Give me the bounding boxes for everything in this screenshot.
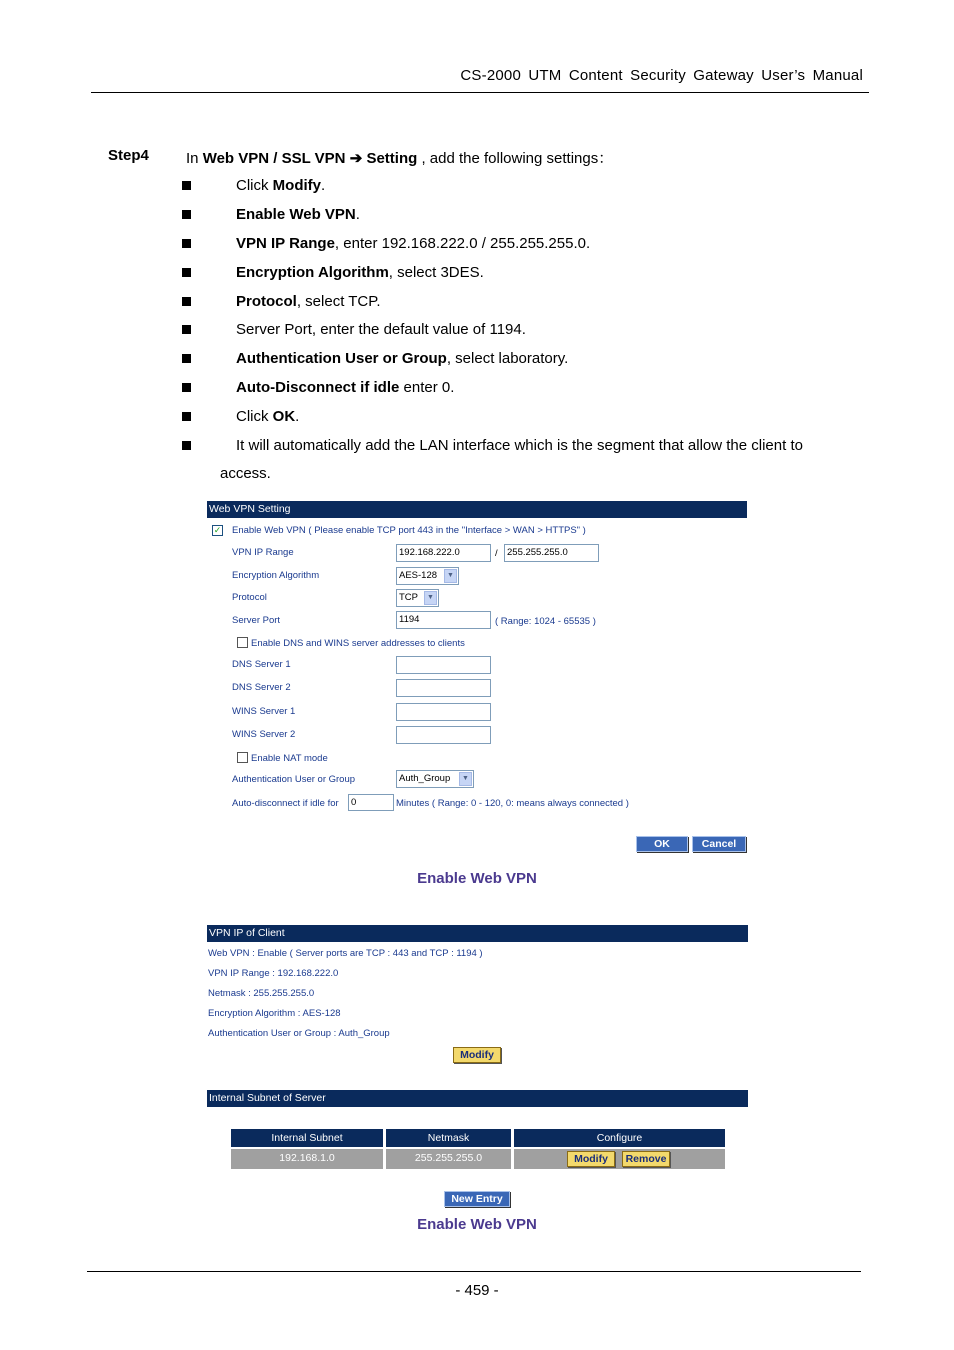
dns-server-1-label: DNS Server 1 xyxy=(232,659,291,670)
bullet-square-icon xyxy=(182,354,191,363)
panel-title: Web VPN Setting xyxy=(207,501,747,518)
bullet-item: Server Port, enter the default value of 1194. xyxy=(236,321,526,338)
chevron-down-icon: ▼ xyxy=(424,591,437,605)
modify-button[interactable]: Modify xyxy=(453,1047,501,1063)
info-line: Web VPN : Enable ( Server ports are TCP : 443 and TCP : 1194 ) xyxy=(208,948,483,959)
dns-server-2-label: DNS Server 2 xyxy=(232,682,291,693)
figure-caption: Enable Web VPN xyxy=(417,1216,537,1233)
panel-title: VPN IP of Client xyxy=(207,925,748,942)
bullet-item: Protocol, select TCP. xyxy=(236,293,381,310)
vpn-ip-range-label: VPN IP Range xyxy=(232,547,294,558)
encryption-select[interactable]: AES-128 ▼ xyxy=(396,567,459,585)
info-line: Netmask : 255.255.255.0 xyxy=(208,988,315,999)
enable-web-vpn-label: Enable Web VPN ( Please enable TCP port 443 in the "Interface > WAN > HTTPS" ) xyxy=(232,525,586,536)
bullet-item: Authentication User or Group, select laboratory. xyxy=(236,350,569,367)
manual-header: CS-2000 UTM Content Security Gateway User’s Manual xyxy=(460,67,863,84)
header-rule xyxy=(91,92,869,93)
bullet-square-icon xyxy=(182,181,191,190)
wins-server-1-input[interactable] xyxy=(396,703,491,721)
ip-mask-separator: / xyxy=(495,548,498,559)
chevron-down-icon: ▼ xyxy=(444,569,457,583)
bullet-square-icon xyxy=(182,210,191,219)
nat-mode-label: Enable NAT mode xyxy=(251,753,328,764)
bullet-item: Auto-Disconnect if idle enter 0. xyxy=(236,379,455,396)
dns-server-2-input[interactable] xyxy=(396,679,491,697)
cancel-button[interactable]: Cancel xyxy=(692,836,746,852)
panel-title: Internal Subnet of Server xyxy=(207,1090,748,1107)
bullet-square-icon xyxy=(182,297,191,306)
server-port-input[interactable]: 1194 xyxy=(396,611,491,629)
column-header-netmask: Netmask xyxy=(386,1129,511,1147)
protocol-label: Protocol xyxy=(232,592,267,603)
wins-server-2-label: WINS Server 2 xyxy=(232,729,296,740)
bullet-square-icon xyxy=(182,268,191,277)
protocol-select[interactable]: TCP ▼ xyxy=(396,589,439,607)
bullet-item: Encryption Algorithm, select 3DES. xyxy=(236,264,484,281)
dns-wins-checkbox[interactable] xyxy=(237,637,248,648)
enable-web-vpn-checkbox[interactable] xyxy=(212,525,223,536)
idle-hint: Minutes ( Range: 0 - 120, 0: means always connected ) xyxy=(396,798,629,809)
dns-wins-label: Enable DNS and WINS server addresses to clients xyxy=(251,638,465,649)
arrow-icon: ➔ xyxy=(349,150,363,167)
info-line: VPN IP Range : 192.168.222.0 xyxy=(208,968,339,979)
bullet-square-icon xyxy=(182,239,191,248)
column-header-internal-subnet: Internal Subnet xyxy=(231,1129,383,1147)
bullet-square-icon xyxy=(182,412,191,421)
step-intro-post: , add the following settings： xyxy=(417,150,614,167)
configure-cell xyxy=(514,1149,725,1169)
step-intro xyxy=(186,147,613,168)
ok-button[interactable]: OK xyxy=(636,836,688,852)
bullet-item-continuation: access. xyxy=(220,465,271,482)
bullet-item: It will automatically add the LAN interface which is the segment that allow the client to xyxy=(236,437,803,454)
dns-server-1-input[interactable] xyxy=(396,656,491,674)
wins-server-1-label: WINS Server 1 xyxy=(232,706,296,717)
info-line: Encryption Algorithm : AES-128 xyxy=(208,1008,341,1019)
step-intro-path: Web VPN / SSL VPN xyxy=(202,150,346,167)
bullet-item: Enable Web VPN. xyxy=(236,206,360,223)
new-entry-button[interactable]: New Entry xyxy=(444,1191,510,1207)
bullet-item: Click OK. xyxy=(236,408,300,425)
bullet-item: Click Modify. xyxy=(236,177,326,194)
vpn-mask-input[interactable]: 255.255.255.0 xyxy=(504,544,599,562)
row-remove-button[interactable]: Remove xyxy=(622,1151,670,1167)
column-header-configure: Configure xyxy=(514,1129,725,1147)
chevron-down-icon: ▼ xyxy=(459,772,472,786)
bullet-square-icon xyxy=(182,383,191,392)
info-line: Authentication User or Group : Auth_Group xyxy=(208,1028,390,1039)
idle-label: Auto-disconnect if idle for xyxy=(232,798,339,809)
subnet-cell: 192.168.1.0 xyxy=(231,1149,383,1169)
nat-mode-checkbox[interactable] xyxy=(237,752,248,763)
server-port-hint: ( Range: 1024 - 65535 ) xyxy=(495,616,596,627)
bullet-square-icon xyxy=(182,441,191,450)
checkmark-icon: ✓ xyxy=(213,525,222,535)
encryption-label: Encryption Algorithm xyxy=(232,570,320,581)
page-number: - 459 - xyxy=(455,1282,499,1299)
auth-label: Authentication User or Group xyxy=(232,774,356,785)
figure-caption: Enable Web VPN xyxy=(417,870,537,887)
vpn-ip-input[interactable]: 192.168.222.0 xyxy=(396,544,491,562)
footer-rule xyxy=(87,1271,861,1272)
step-label: Step4 xyxy=(108,147,149,164)
idle-input[interactable]: 0 xyxy=(348,794,394,811)
row-modify-button[interactable]: Modify xyxy=(567,1151,615,1167)
netmask-cell: 255.255.255.0 xyxy=(386,1149,511,1169)
wins-server-2-input[interactable] xyxy=(396,726,491,744)
bullet-square-icon xyxy=(182,325,191,334)
auth-select[interactable]: Auth_Group ▼ xyxy=(396,770,474,788)
server-port-label: Server Port xyxy=(232,615,281,626)
bullet-item: VPN IP Range, enter 192.168.222.0 / 255.255.255.0. xyxy=(236,235,591,252)
step-intro-setting: Setting xyxy=(366,150,418,167)
step-intro-pre: In xyxy=(186,150,203,167)
